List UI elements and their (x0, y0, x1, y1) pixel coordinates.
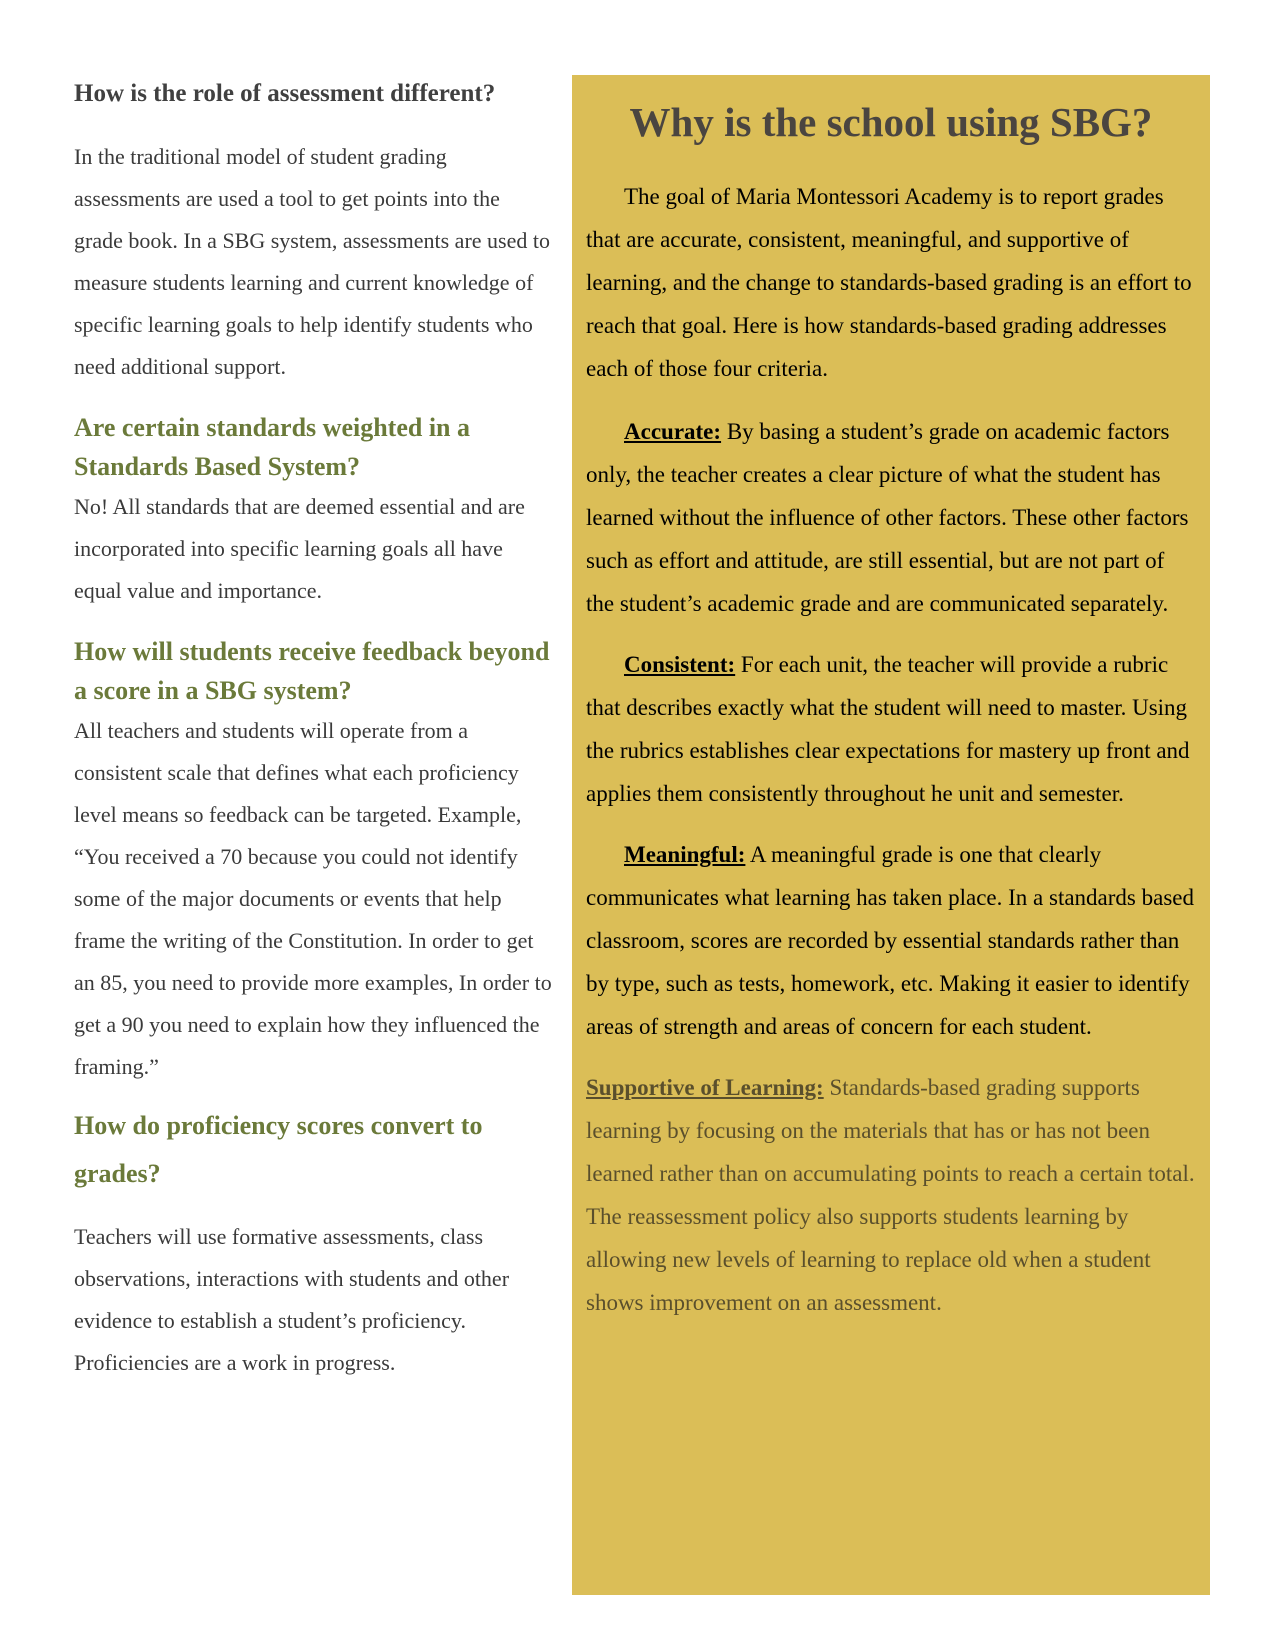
meaningful-paragraph (586, 833, 1198, 1048)
feedback-heading: How will students receive feedback beyond a score in a SBG system? (74, 637, 550, 705)
convert-body: Teachers will use formative assessments, class observations, interactions with students and other evidence to establish a student’s proficiency. Proficiencies are a work in progress. (74, 1224, 510, 1375)
sbg-panel (572, 75, 1210, 1595)
consistent-term: Consistent: (624, 652, 736, 677)
accurate-paragraph (586, 410, 1198, 625)
accurate-text: By basing a student’s grade on academic factors only, the teacher creates a clear picture of what the student has learned without the influence of other factors. These other factors such as effort and attitude, are still essential, but are not part of the student’s academic grade and are communicated separately. (586, 419, 1189, 616)
convert-heading: How do proficiency scores convert to grades? (74, 1111, 483, 1188)
meaningful-text: A meaningful grade is one that clearly communicates what learning has taken place. In a standards based classroom, scores are recorded by essential standards rather than by type, such as tests, homework, etc. Making it easier to identify areas of strength and areas of concern for each student. (586, 842, 1194, 1039)
intro-paragraph: The goal of Maria Montessori Academy is to report grades that are accurate, consistent, meaningful, and supportive of learning, and the change to standards-based grading is an effort to reach that goal. Here is how standards-based grading addresses each of those four criteria. (586, 184, 1192, 381)
role-body: In the traditional model of student grading assessments are used a tool to get points into the grade book. In a SBG system, assessments are used to measure students learning and current knowledge of specific learning goals to help identify students who need additional support. (74, 144, 550, 379)
role-heading: How is the role of assessment different? (74, 80, 496, 107)
left-column (74, 70, 554, 1384)
weighted-heading: Are certain standards weighted in a Standards Based System? (74, 413, 471, 481)
panel-body (586, 175, 1198, 1324)
supportive-text: Standards-based grading supports learning by focusing on the materials that has or has not been learned rather than on accumulating points to reach a certain total. The reassessment policy also supports students learning by allowing new levels of learning to replace old when a student shows improvement on an assessment. (586, 1075, 1195, 1315)
feedback-body: All teachers and students will operate from a consistent scale that defines what each proficiency level means so feedback can be targeted. Example, “You received a 70 because you could not identify some of the major documents or events that help frame the writing of the Constitution. In order to get an 85, you need to provide more examples, In order to get a 90 you need to explain how they influenced the framing.” (74, 718, 552, 1079)
accurate-term: Accurate: (624, 419, 722, 444)
supportive-paragraph (586, 1066, 1198, 1324)
meaningful-term: Meaningful: (624, 842, 746, 867)
supportive-term: Supportive of Learning: (586, 1075, 824, 1100)
consistent-paragraph (586, 643, 1198, 815)
consistent-text: For each unit, the teacher will provide a rubric that describes exactly what the student will need to master. Using the rubrics establishes clear expectations for mastery up front and applies them consistently throughout he unit and semester. (586, 652, 1190, 806)
panel-title: Why is the school using SBG? (629, 99, 1153, 145)
weighted-body: No! All standards that are deemed essential and are incorporated into specific learning goals all have equal value and importance. (74, 494, 525, 603)
